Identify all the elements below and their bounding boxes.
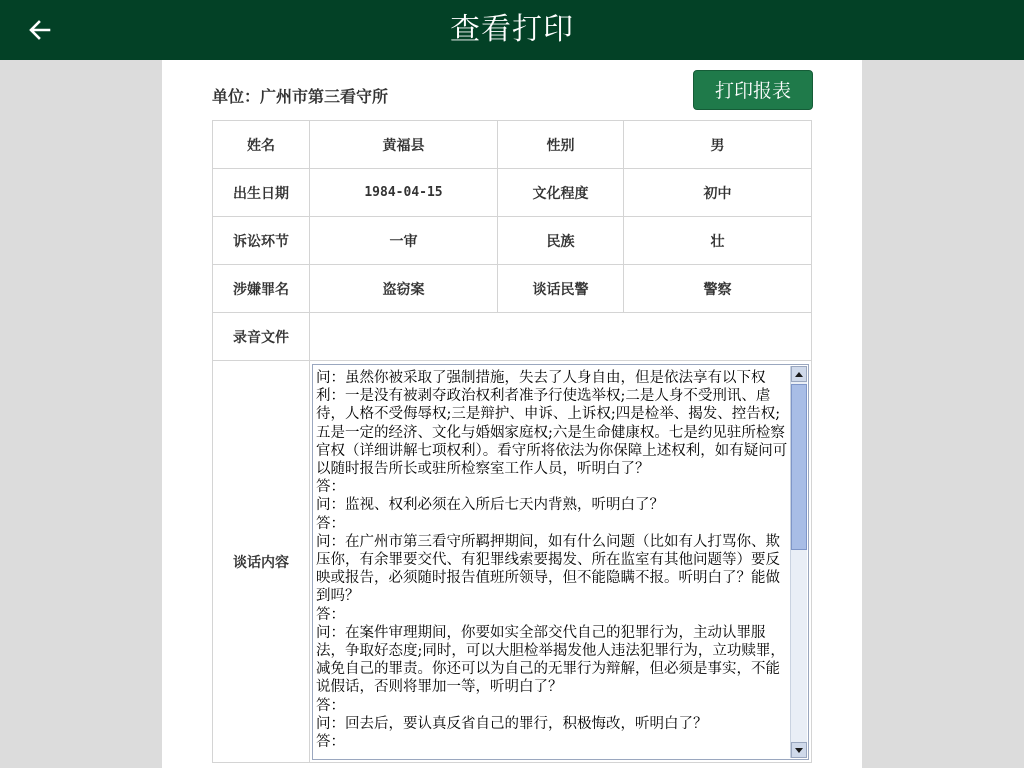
talk-content-textarea[interactable] bbox=[312, 364, 809, 760]
charge-value: 盗窃案 bbox=[310, 265, 498, 313]
record-table bbox=[212, 120, 812, 763]
ethnic-value: 壮 bbox=[624, 217, 812, 265]
table-row bbox=[213, 313, 812, 361]
table-row bbox=[213, 265, 812, 313]
report-panel bbox=[162, 60, 862, 768]
arrow-left-icon bbox=[28, 18, 52, 42]
name-value: 黄福县 bbox=[310, 121, 498, 169]
triangle-down-icon bbox=[795, 748, 803, 753]
scroll-up-button[interactable] bbox=[791, 366, 807, 382]
table-row bbox=[213, 169, 812, 217]
birth-value: 1984-04-15 bbox=[310, 169, 498, 217]
scroll-down-button[interactable] bbox=[791, 742, 807, 758]
officer-value: 警察 bbox=[624, 265, 812, 313]
unit-label: 单位：广州市第三看守所 bbox=[212, 87, 389, 106]
audio-label: 录音文件 bbox=[213, 313, 310, 361]
education-value: 初中 bbox=[624, 169, 812, 217]
talk-label: 谈话内容 bbox=[213, 361, 310, 763]
triangle-up-icon bbox=[795, 372, 803, 377]
talk-cell bbox=[310, 361, 812, 763]
table-row bbox=[213, 361, 812, 763]
talk-content-text: 问：虽然你被采取了强制措施，失去了人身自由，但是依法享有以下权利：一是没有被剥夺政治权利者准予行使选举权;二是人身不受刑讯、虐待，人格不受侮辱权;三是辩护、申诉、上诉权;四是检举、揭发、控告权;五是一定的经济、文化与婚姻家庭权;六是生命健康权。七是约见驻所检察官权（详细讲解七项权利）。看守所将依法为你保障上述权利，如有疑问可以随时报告所长或驻所检察室工作人员，听明白了？ 答： 问：监视、权利必须在入所后七天内背熟，听明白了？ 答： 问：在广州市第三看守所羁押期间，如有什么问题（比如有人打骂你、欺压你，有余罪要交代、有犯罪线索要揭发、所在监室有其他问题等）要反映或报告，必须随时报告值班所领导，但不能隐瞒不报。听明白了？能做到吗？ 答： 问：在案件审理期间，你要如实全部交代自己的犯罪行为，主动认罪服法，争取好态度;同时，可以大胆检举揭发他人违法犯罪行为，立功赎罪，减免自己的罪责。你还可以为自己的无罪行为辩解，但必须是事实，不能说假话，否则将罪加一等，听明白了？ 答： 问：回去后，要认真反省自己的罪行，积极悔改，听明白了？ 答： bbox=[316, 370, 788, 751]
ethnic-label: 民族 bbox=[498, 217, 624, 265]
print-report-button[interactable]: 打印报表 bbox=[693, 70, 813, 110]
back-button[interactable] bbox=[22, 12, 58, 48]
officer-label: 谈话民警 bbox=[498, 265, 624, 313]
birth-label: 出生日期 bbox=[213, 169, 310, 217]
education-label: 文化程度 bbox=[498, 169, 624, 217]
name-label: 姓名 bbox=[213, 121, 310, 169]
gender-label: 性别 bbox=[498, 121, 624, 169]
charge-label: 涉嫌罪名 bbox=[213, 265, 310, 313]
stage-label: 诉讼环节 bbox=[213, 217, 310, 265]
audio-value bbox=[310, 313, 812, 361]
table-row bbox=[213, 121, 812, 169]
scrollbar-thumb[interactable] bbox=[791, 384, 807, 550]
page-title: 查看打印 bbox=[450, 12, 574, 47]
table-row bbox=[213, 217, 812, 265]
stage-value: 一审 bbox=[310, 217, 498, 265]
top-bar bbox=[0, 0, 1024, 60]
gender-value: 男 bbox=[624, 121, 812, 169]
scrollbar[interactable] bbox=[790, 366, 807, 758]
